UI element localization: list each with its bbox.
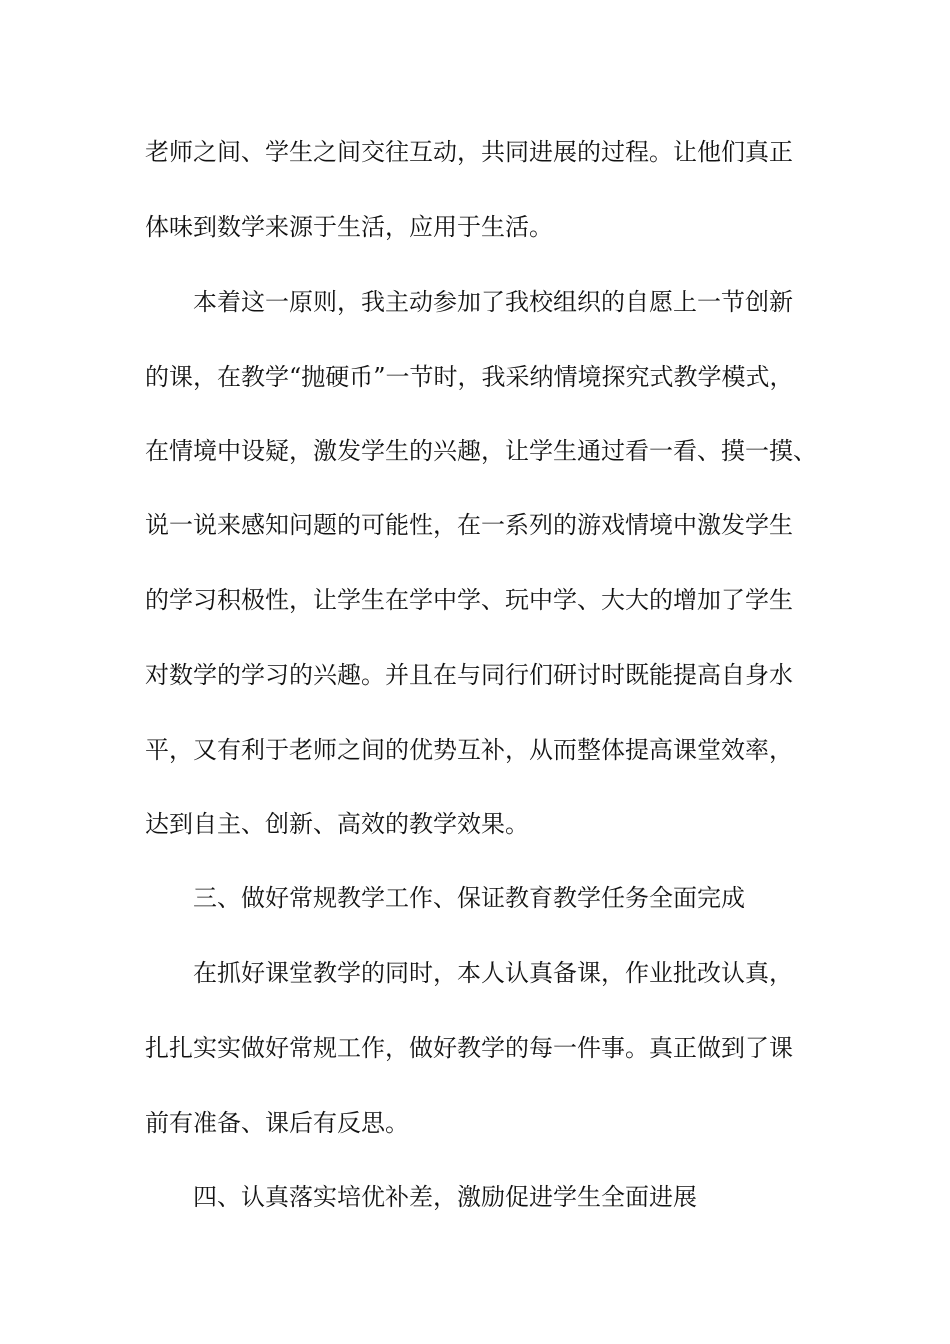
paragraph-line-4: 的课，在教学“抛硬币”一节时，我采纳情境探究式教学模式， [145,363,794,391]
paragraph-line-6: 说一说来感知问题的可能性，在一系列的游戏情境中激发学生 [145,511,793,539]
paragraph-line-9: 平，又有利于老师之间的优势互补，从而整体提高课堂效率， [145,736,793,764]
paragraph-line-2: 体味到数学来源于生活，应用于生活。 [145,213,553,241]
paragraph-line-11: 在抓好课堂教学的同时，本人认真备课，作业批改认真， [193,959,793,987]
paragraph-line-7: 的学习积极性，让学生在学中学、玩中学、大大的增加了学生 [145,586,793,614]
section-heading-3: 三、做好常规教学工作、保证教育教学任务全面完成 [193,884,745,912]
section-heading-4: 四、认真落实培优补差，激励促进学生全面进展 [193,1183,697,1211]
paragraph-line-10: 达到自主、创新、高效的教学效果。 [145,810,529,838]
paragraph-line-3: 本着这一原则，我主动参加了我校组织的自愿上一节创新 [193,288,793,316]
paragraph-line-1: 老师之间、学生之间交往互动，共同进展的过程。让他们真正 [145,138,793,166]
paragraph-line-13: 前有准备、课后有反思。 [145,1109,409,1137]
paragraph-line-5: 在情境中设疑，激发学生的兴趣，让学生通过看一看、摸一摸、 [145,437,817,465]
paragraph-line-8: 对数学的学习的兴趣。并且在与同行们研讨时既能提高自身水 [145,661,793,689]
paragraph-line-12: 扎扎实实做好常规工作，做好教学的每一件事。真正做到了课 [145,1034,793,1062]
